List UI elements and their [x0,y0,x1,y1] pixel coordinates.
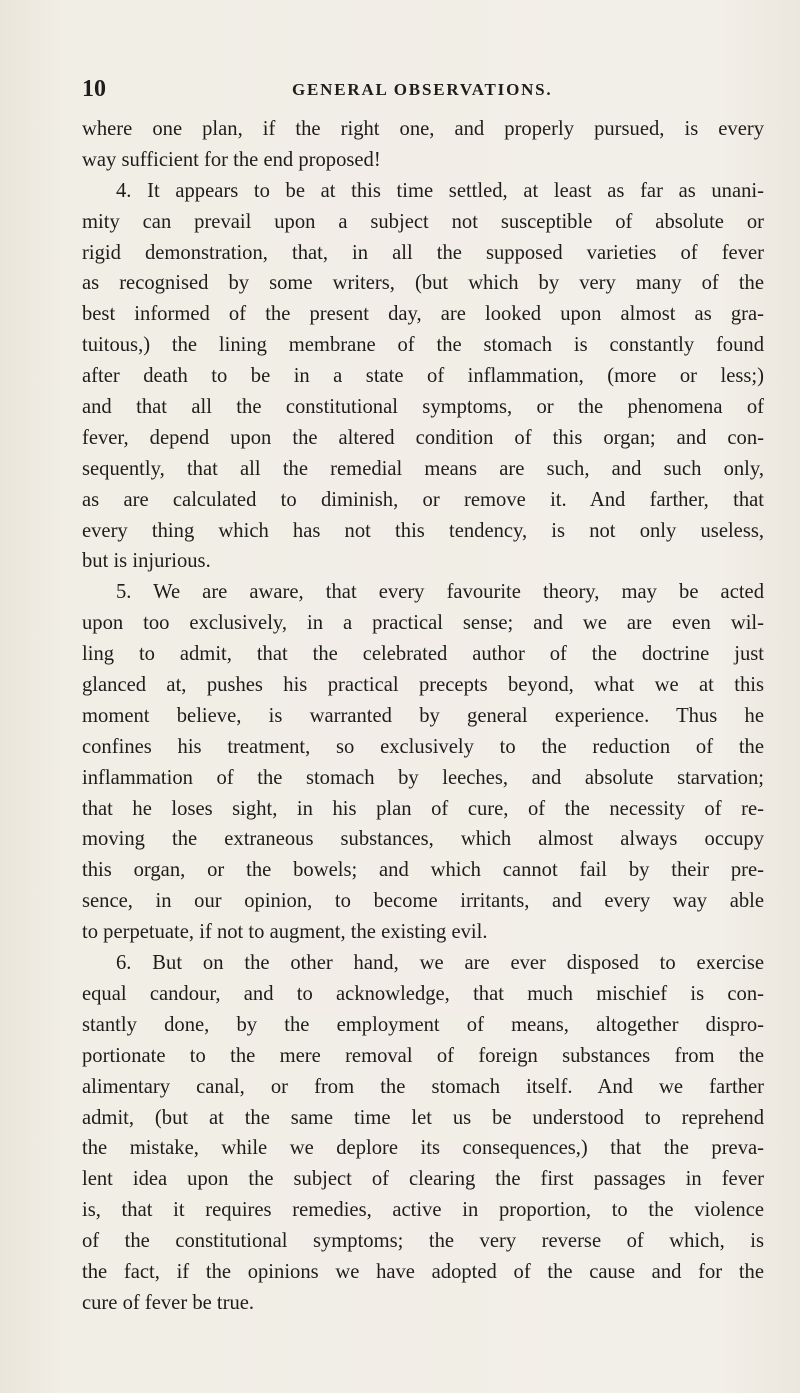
body-text [82,114,764,1319]
paragraph-5-start: 5. We are aware, that every favourite theory, may be acted [116,581,764,604]
text-line: moment believe, is warranted by general experience. Thus he [82,704,764,727]
paragraph-4-start: 4. It appears to be at this time settled, at least as far as unani- [116,179,764,202]
text-line: of the constitutional symptoms; the very reverse of which, is [82,1230,764,1253]
text-line: moving the extraneous substances, which almost always occupy [82,828,764,851]
text-line: fever, depend upon the altered condition of this organ; and con- [82,426,764,449]
text-line: as recognised by some writers, (but which by very many of the [82,272,764,295]
text-line: upon too exclusively, in a practical sense; and we are even wil- [82,612,764,635]
text-line: is, that it requires remedies, active in proportion, to the violence [82,1199,764,1222]
text-line: admit, (but at the same time let us be understood to reprehend [82,1106,764,1129]
text-line: every thing which has not this tendency, is not only useless, [82,519,764,542]
text-line: cure of fever be true. [82,1291,255,1314]
text-line: the mistake, while we deplore its consequences,) that the preva- [82,1137,764,1160]
text-line: stantly done, by the employment of means, altogether dispro- [82,1013,764,1036]
text-line: sequently, that all the remedial means are such, and such only, [82,457,764,480]
text-line: mity can prevail upon a subject not susceptible of absolute or [82,210,764,233]
text-line: confines his treatment, so exclusively to the reduction of the [82,735,764,758]
running-head [82,76,782,104]
text-line: best informed of the present day, are looked upon almost as gra- [82,303,764,326]
text-line: as are calculated to diminish, or remove it. And farther, that [82,488,764,511]
text-line: that he loses sight, in his plan of cure, of the necessity of re- [82,797,764,820]
text-line: the fact, if the opinions we have adopted of the cause and for the [82,1260,764,1283]
text-line: lent idea upon the subject of clearing the first passages in fever [82,1168,764,1191]
text-line: to perpetuate, if not to augment, the existing evil. [82,921,488,944]
text-line: but is injurious. [82,550,211,573]
text-line: way sufficient for the end proposed! [82,148,381,171]
text-line: ling to admit, that the celebrated author of the doctrine just [82,643,764,666]
text-line: where one plan, if the right one, and properly pursued, is every [82,118,764,140]
text-line: equal candour, and to acknowledge, that much mischief is con- [82,982,764,1005]
running-head-title: GENERAL OBSERVATIONS. [292,80,553,99]
text-line: glanced at, pushes his practical precepts beyond, what we at this [82,674,764,697]
paragraph-6-start: 6. But on the other hand, we are ever disposed to exercise [116,952,764,975]
page-number: 10 [82,76,106,102]
text-line: sence, in our opinion, to become irritants, and every way able [82,890,764,913]
text-line: and that all the constitutional symptoms, or the phenomena of [82,396,764,419]
text-line: after death to be in a state of inflammation, (more or less;) [82,365,764,388]
text-line: this organ, or the bowels; and which cannot fail by their pre- [82,859,764,882]
text-line: portionate to the mere removal of foreign substances from the [82,1044,764,1067]
text-line: tuitous,) the lining membrane of the stomach is constantly found [82,334,764,357]
text-line: rigid demonstration, that, in all the supposed varieties of fever [82,241,764,264]
text-line: alimentary canal, or from the stomach itself. And we farther [82,1075,764,1098]
text-line: inflammation of the stomach by leeches, and absolute starvation; [82,766,764,789]
